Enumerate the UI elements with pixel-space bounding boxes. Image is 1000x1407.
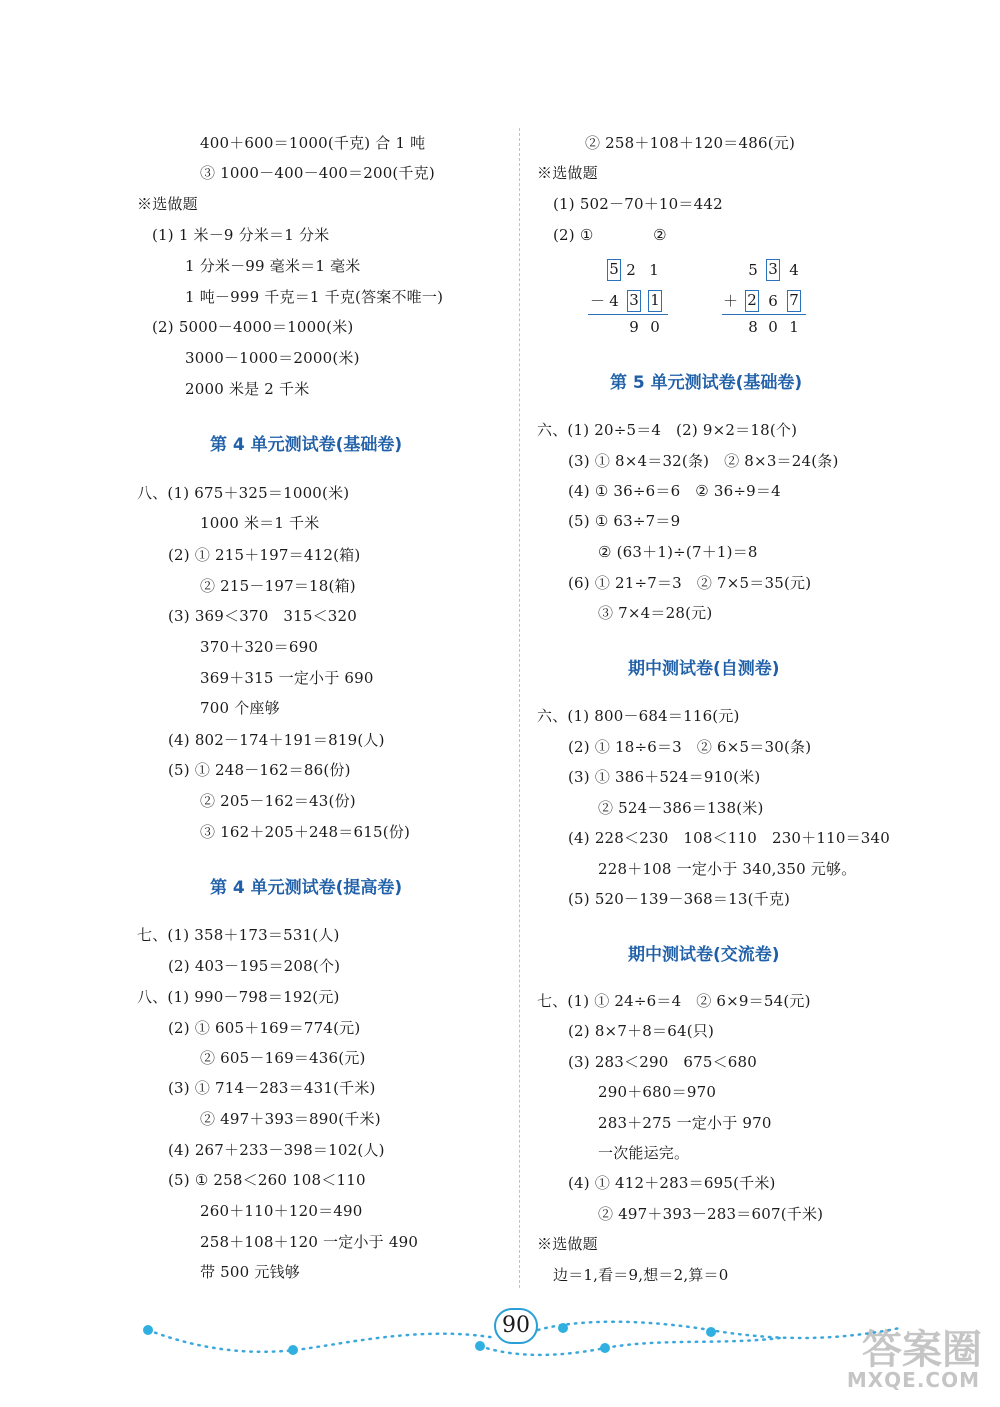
answer-line: (2) ① 18÷6＝3 ② 6×5＝30(条)	[568, 738, 812, 756]
answer-line: 283＋275 一定小于 970	[598, 1114, 772, 1132]
calc-digit: 9	[629, 318, 639, 336]
answer-line: ② 497＋393＝890(千米)	[200, 1110, 381, 1128]
answer-line: (4) 228＜230 108＜110 230＋110＝340	[568, 829, 891, 847]
answer-line: (4) ① 412＋283＝695(千米)	[568, 1174, 776, 1192]
page-number: 90	[494, 1308, 538, 1344]
answer-line: 1 分米－99 毫米＝1 毫米	[185, 257, 361, 275]
calc-operator: ＋	[723, 292, 739, 310]
calc-rule	[588, 314, 668, 315]
answer-line: (3) 369＜370 315＜320	[168, 607, 358, 625]
answer-line: (4) ① 36÷6＝6 ② 36÷9＝4	[568, 482, 781, 500]
answer-line: (6) ① 21÷7＝3 ② 7×5＝35(元)	[568, 574, 812, 592]
answer-line: 400＋600＝1000(千克) 合 1 吨	[200, 134, 426, 152]
answer-line: (5) ① 63÷7＝9	[568, 512, 681, 530]
answer-line: 3000－1000＝2000(米)	[185, 349, 360, 367]
calc-digit: 1	[649, 261, 659, 279]
watermark-logo: 答案圈	[862, 1327, 982, 1373]
answer-line: ② 205－162＝43(份)	[200, 792, 356, 810]
answer-line: 700 个座够	[200, 699, 280, 717]
calc-digit: 3	[627, 290, 641, 312]
answer-line: (2) ① 605＋169＝774(元)	[168, 1019, 361, 1037]
calc-digit: 2	[745, 290, 759, 312]
answer-line: 258＋108＋120 一定小于 490	[200, 1233, 419, 1251]
calc-rule	[722, 314, 806, 315]
answer-line: 带 500 元钱够	[200, 1263, 300, 1281]
answer-line: 260＋110＋120＝490	[200, 1202, 363, 1220]
answer-line: 八、(1) 675＋325＝1000(米)	[137, 484, 350, 502]
answer-line: 370＋320＝690	[200, 638, 319, 656]
answer-line: (2) ① ②	[553, 226, 667, 244]
answer-line: ② 524－386＝138(米)	[598, 799, 764, 817]
calc-digit: 8	[748, 318, 758, 336]
section-heading: 期中测试卷(交流卷)	[628, 945, 780, 965]
optional-label: ※选做题	[537, 1235, 598, 1253]
answer-line: ② 215－197＝18(箱)	[200, 577, 356, 595]
answer-line: (2) ① 215＋197＝412(箱)	[168, 546, 361, 564]
section-heading: 第 4 单元测试卷(提高卷)	[210, 878, 403, 898]
answer-line: ② 258＋108＋120＝486(元)	[585, 134, 795, 152]
answer-line: (5) ① 258＜260 108＜110	[168, 1171, 366, 1189]
answer-line: ③ 162＋205＋248＝615(份)	[200, 823, 410, 841]
watermark-url: MXQE.COM	[846, 1368, 980, 1392]
answer-line: ② 605－169＝436(元)	[200, 1049, 366, 1067]
answer-line: 六、(1) 20÷5＝4 (2) 9×2＝18(个)	[537, 421, 798, 439]
answer-line: 290＋680＝970	[598, 1083, 717, 1101]
answer-line: ② 497＋393－283＝607(千米)	[598, 1205, 824, 1223]
answer-line: 228＋108 一定小于 340,350 元够。	[598, 860, 857, 878]
answer-line: (4) 802－174＋191＝819(人)	[168, 731, 385, 749]
optional-label: ※选做题	[137, 195, 198, 213]
answer-line: (5) ① 248－162＝86(份)	[168, 761, 351, 779]
optional-label: ※选做题	[537, 164, 598, 182]
answer-line: (5) 520－139－368＝13(千克)	[568, 890, 791, 908]
answer-line: (2) 5000－4000＝1000(米)	[152, 318, 354, 336]
answer-line: ③ 1000－400－400＝200(千克)	[200, 164, 435, 182]
calc-operator: －	[590, 292, 606, 310]
answer-line: 七、(1) 358＋173＝531(人)	[137, 926, 340, 944]
section-heading: 期中测试卷(自测卷)	[628, 659, 780, 679]
answer-line: 边＝1,看＝9,想＝2,算＝0	[553, 1266, 729, 1284]
calc-digit: 5	[607, 259, 621, 281]
answer-line: 一次能运完。	[598, 1144, 690, 1162]
section-heading: 第 5 单元测试卷(基础卷)	[610, 373, 803, 393]
answer-line: 1000 米＝1 千米	[200, 514, 320, 532]
answer-line: (4) 267＋233－398＝102(人)	[168, 1141, 385, 1159]
calc-digit: 2	[626, 261, 636, 279]
calc-digit: 5	[748, 261, 758, 279]
answer-line: 1 吨－999 千克＝1 千克(答案不唯一)	[185, 288, 444, 306]
calc-digit: 4	[609, 292, 619, 310]
answer-line: (3) 283＜290 675＜680	[568, 1053, 758, 1071]
answer-line: (2) 8×7＋8＝64(只)	[568, 1022, 715, 1040]
calc-digit: 1	[648, 290, 662, 312]
calc-digit: 0	[650, 318, 660, 336]
answer-line: ③ 7×4＝28(元)	[598, 604, 713, 622]
answer-line: 七、(1) ① 24÷6＝4 ② 6×9＝54(元)	[537, 992, 811, 1010]
calc-digit: 4	[789, 261, 799, 279]
answer-line: (3) ① 8×4＝32(条) ② 8×3＝24(条)	[568, 452, 839, 470]
answer-line: (1) 502－70＋10＝442	[553, 195, 723, 213]
calc-digit: 3	[766, 259, 780, 281]
column-divider	[519, 128, 520, 1288]
calc-digit: 6	[768, 292, 778, 310]
calc-digit: 0	[768, 318, 778, 336]
answer-line: (3) ① 386＋524＝910(米)	[568, 768, 761, 786]
answer-line: 八、(1) 990－798＝192(元)	[137, 988, 340, 1006]
calc-digit: 7	[787, 290, 801, 312]
answer-line: 六、(1) 800－684＝116(元)	[537, 707, 740, 725]
answer-line: 2000 米是 2 千米	[185, 380, 310, 398]
answer-line: (2) 403－195＝208(个)	[168, 957, 341, 975]
section-heading: 第 4 单元测试卷(基础卷)	[210, 435, 403, 455]
answer-line: (1) 1 米－9 分米＝1 分米	[152, 226, 330, 244]
answer-line: ② (63＋1)÷(7＋1)＝8	[598, 543, 758, 561]
calc-digit: 1	[789, 318, 799, 336]
answer-line: 369＋315 一定小于 690	[200, 669, 374, 687]
answer-line: (3) ① 714－283＝431(千米)	[168, 1079, 376, 1097]
